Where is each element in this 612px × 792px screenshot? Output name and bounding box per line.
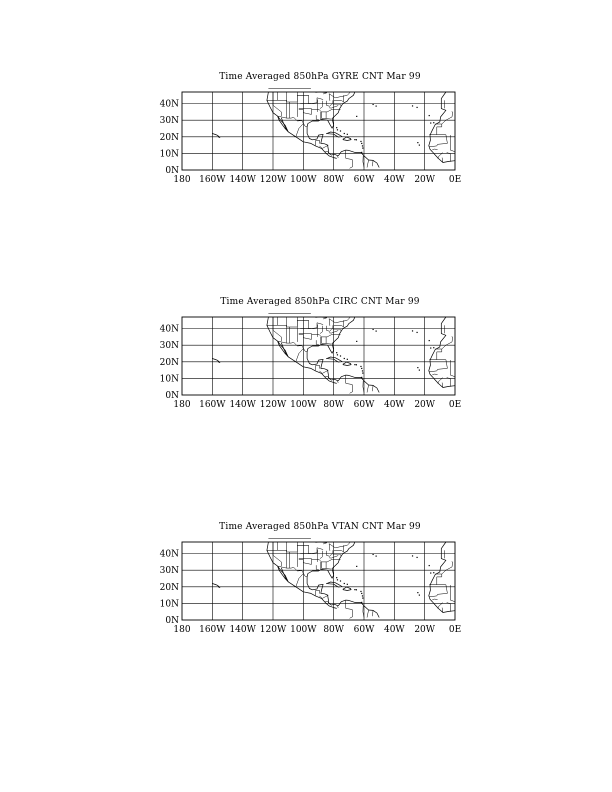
island bbox=[354, 139, 355, 140]
political-border bbox=[345, 150, 352, 168]
political-border bbox=[296, 124, 304, 137]
political-border bbox=[367, 160, 369, 168]
island bbox=[356, 589, 357, 590]
island bbox=[376, 331, 377, 332]
hispaniola bbox=[343, 587, 351, 590]
island bbox=[360, 366, 361, 367]
longitude-label: 100W bbox=[290, 400, 317, 410]
island bbox=[433, 572, 434, 573]
island bbox=[340, 580, 341, 581]
cuba bbox=[326, 582, 342, 587]
island bbox=[362, 370, 363, 371]
political-border bbox=[296, 349, 304, 362]
political-border bbox=[345, 600, 352, 618]
political-border bbox=[367, 610, 369, 618]
cuba bbox=[326, 357, 342, 362]
island bbox=[417, 367, 418, 368]
political-border bbox=[315, 141, 320, 146]
island bbox=[361, 368, 362, 369]
map-title: Time Averaged 850hPa GYRE CNT Mar 99 bbox=[219, 72, 421, 82]
west-africa-coast bbox=[429, 542, 455, 613]
island bbox=[417, 592, 418, 593]
political-border bbox=[372, 385, 373, 391]
latitude-label: 30N bbox=[159, 116, 179, 127]
map-panel-gyre bbox=[0, 72, 612, 192]
political-border bbox=[316, 565, 319, 570]
island bbox=[412, 105, 413, 106]
political-border bbox=[326, 119, 331, 120]
longitude-label: 120W bbox=[259, 400, 287, 410]
political-border bbox=[312, 109, 341, 112]
political-border bbox=[316, 340, 319, 345]
longitude-label: 0E bbox=[448, 625, 462, 635]
island bbox=[340, 355, 341, 356]
political-border bbox=[447, 153, 451, 162]
political-border bbox=[432, 599, 437, 600]
political-border bbox=[447, 378, 451, 387]
longitude-label: 80W bbox=[323, 625, 345, 635]
map-gridlines bbox=[182, 317, 455, 395]
political-border bbox=[315, 591, 320, 596]
island bbox=[430, 122, 431, 123]
political-border bbox=[435, 112, 452, 124]
political-border bbox=[367, 385, 369, 393]
political-border bbox=[299, 109, 312, 115]
longitude-label: 120W bbox=[259, 175, 287, 185]
latitude-label: 30N bbox=[159, 566, 179, 577]
island bbox=[376, 556, 377, 557]
map-panel-circ bbox=[0, 297, 612, 417]
island bbox=[336, 352, 337, 353]
longitude-label: 100W bbox=[290, 175, 317, 185]
political-border bbox=[299, 334, 312, 340]
island bbox=[412, 330, 413, 331]
political-border bbox=[273, 92, 281, 116]
map-frame bbox=[0, 522, 612, 642]
island bbox=[340, 130, 341, 131]
political-border bbox=[338, 606, 339, 608]
map-gridlines bbox=[182, 92, 455, 170]
island bbox=[373, 329, 374, 330]
political-border bbox=[312, 559, 341, 562]
south-america-north-coast bbox=[338, 150, 379, 167]
island bbox=[337, 129, 338, 130]
political-border bbox=[326, 569, 331, 570]
political-border bbox=[338, 156, 339, 158]
island bbox=[356, 566, 357, 567]
longitude-label: 180 bbox=[173, 625, 191, 635]
island bbox=[336, 127, 337, 128]
longitude-label: 140W bbox=[229, 625, 256, 635]
longitude-label: 80W bbox=[323, 175, 345, 185]
political-border bbox=[320, 101, 322, 109]
island bbox=[361, 143, 362, 144]
island bbox=[419, 370, 420, 371]
island bbox=[354, 589, 355, 590]
island bbox=[433, 347, 434, 348]
island bbox=[373, 104, 374, 105]
island bbox=[337, 579, 338, 580]
island bbox=[337, 354, 338, 355]
west-africa-coast bbox=[429, 92, 455, 163]
island bbox=[412, 555, 413, 556]
island bbox=[362, 372, 363, 373]
longitude-label: 0E bbox=[448, 175, 462, 185]
longitude-label: 60W bbox=[353, 400, 375, 410]
longitude-label: 40W bbox=[383, 175, 405, 185]
island bbox=[361, 593, 362, 594]
island bbox=[354, 364, 355, 365]
longitude-label: 140W bbox=[229, 400, 256, 410]
political-border bbox=[432, 374, 437, 375]
political-border bbox=[372, 160, 373, 166]
political-border bbox=[312, 334, 341, 337]
south-america-north-coast bbox=[338, 600, 379, 617]
island bbox=[429, 565, 430, 566]
longitude-label: 20W bbox=[414, 625, 436, 635]
island bbox=[344, 133, 345, 134]
political-border bbox=[432, 149, 437, 150]
latitude-label: 20N bbox=[159, 582, 179, 593]
political-border bbox=[447, 603, 451, 612]
island bbox=[336, 577, 337, 578]
longitude-label: 60W bbox=[353, 625, 375, 635]
political-border bbox=[322, 337, 326, 345]
island bbox=[362, 597, 363, 598]
longitude-label: 20W bbox=[414, 175, 436, 185]
island bbox=[361, 602, 362, 603]
map-frame bbox=[0, 297, 612, 417]
political-border bbox=[296, 574, 304, 587]
political-border bbox=[267, 545, 323, 553]
political-border bbox=[329, 542, 350, 551]
political-border bbox=[267, 95, 323, 103]
political-border bbox=[267, 320, 323, 328]
island bbox=[344, 583, 345, 584]
island bbox=[416, 332, 417, 333]
island bbox=[430, 572, 431, 573]
west-africa-coast bbox=[429, 317, 455, 388]
island bbox=[433, 122, 434, 123]
political-border bbox=[450, 585, 455, 602]
political-border bbox=[326, 344, 331, 345]
island bbox=[360, 141, 361, 142]
south-america-north-coast bbox=[338, 375, 379, 392]
map-title: Time Averaged 850hPa VTAN CNT Mar 99 bbox=[219, 522, 421, 532]
island bbox=[362, 145, 363, 146]
longitude-label: 180 bbox=[173, 175, 191, 185]
latitude-label: 20N bbox=[159, 132, 179, 143]
island bbox=[362, 147, 363, 148]
longitude-label: 0E bbox=[448, 400, 462, 410]
longitude-label: 140W bbox=[229, 175, 256, 185]
political-border bbox=[322, 562, 326, 570]
island bbox=[419, 145, 420, 146]
political-border bbox=[329, 92, 350, 101]
latitude-label: 0N bbox=[165, 391, 179, 401]
latitude-label: 40N bbox=[159, 99, 179, 110]
island bbox=[347, 584, 348, 585]
latitude-label: 40N bbox=[159, 549, 179, 560]
longitude-label: 60W bbox=[353, 175, 375, 185]
political-border bbox=[372, 610, 373, 616]
political-border bbox=[320, 326, 322, 334]
latitude-label: 30N bbox=[159, 341, 179, 352]
political-border bbox=[299, 559, 312, 565]
island bbox=[356, 116, 357, 117]
island bbox=[347, 134, 348, 135]
latitude-label: 40N bbox=[159, 324, 179, 335]
latitude-label: 10N bbox=[159, 374, 179, 385]
island bbox=[376, 106, 377, 107]
political-border bbox=[435, 337, 452, 349]
latitude-label: 0N bbox=[165, 616, 179, 626]
longitude-label: 100W bbox=[290, 625, 317, 635]
map-panel-vtan bbox=[0, 522, 612, 642]
island bbox=[362, 595, 363, 596]
hispaniola bbox=[343, 362, 351, 365]
political-border bbox=[326, 325, 333, 331]
island bbox=[416, 557, 417, 558]
political-border bbox=[326, 100, 333, 106]
political-border bbox=[329, 317, 350, 326]
longitude-label: 180 bbox=[173, 400, 191, 410]
latitude-label: 20N bbox=[159, 357, 179, 368]
political-border bbox=[345, 375, 352, 393]
hispaniola bbox=[343, 137, 351, 140]
political-border bbox=[326, 550, 333, 556]
island bbox=[416, 107, 417, 108]
island bbox=[356, 364, 357, 365]
political-border bbox=[273, 542, 281, 566]
political-border bbox=[322, 112, 326, 120]
political-border bbox=[273, 317, 281, 341]
island bbox=[361, 377, 362, 378]
longitude-label: 120W bbox=[259, 625, 287, 635]
island bbox=[417, 142, 418, 143]
latitude-label: 10N bbox=[159, 149, 179, 160]
island bbox=[360, 591, 361, 592]
political-border bbox=[450, 135, 455, 152]
island bbox=[429, 115, 430, 116]
latitude-label: 10N bbox=[159, 599, 179, 610]
map-gridlines bbox=[182, 542, 455, 620]
island bbox=[429, 340, 430, 341]
island bbox=[347, 359, 348, 360]
island bbox=[344, 358, 345, 359]
island bbox=[373, 554, 374, 555]
island bbox=[361, 152, 362, 153]
longitude-label: 40W bbox=[383, 625, 405, 635]
longitude-label: 160W bbox=[199, 175, 226, 185]
island bbox=[356, 139, 357, 140]
island bbox=[419, 595, 420, 596]
map-title: Time Averaged 850hPa CIRC CNT Mar 99 bbox=[220, 297, 420, 307]
political-border bbox=[320, 551, 322, 559]
longitude-label: 40W bbox=[383, 400, 405, 410]
longitude-label: 160W bbox=[199, 625, 226, 635]
island bbox=[356, 341, 357, 342]
cuba bbox=[326, 132, 342, 137]
island bbox=[430, 347, 431, 348]
political-border bbox=[450, 360, 455, 377]
longitude-label: 20W bbox=[414, 400, 436, 410]
map-frame bbox=[0, 72, 612, 192]
political-border bbox=[435, 562, 452, 574]
longitude-label: 80W bbox=[323, 400, 345, 410]
political-border bbox=[338, 381, 339, 383]
political-border bbox=[316, 115, 319, 120]
latitude-label: 0N bbox=[165, 166, 179, 176]
political-border bbox=[315, 366, 320, 371]
longitude-label: 160W bbox=[199, 400, 226, 410]
